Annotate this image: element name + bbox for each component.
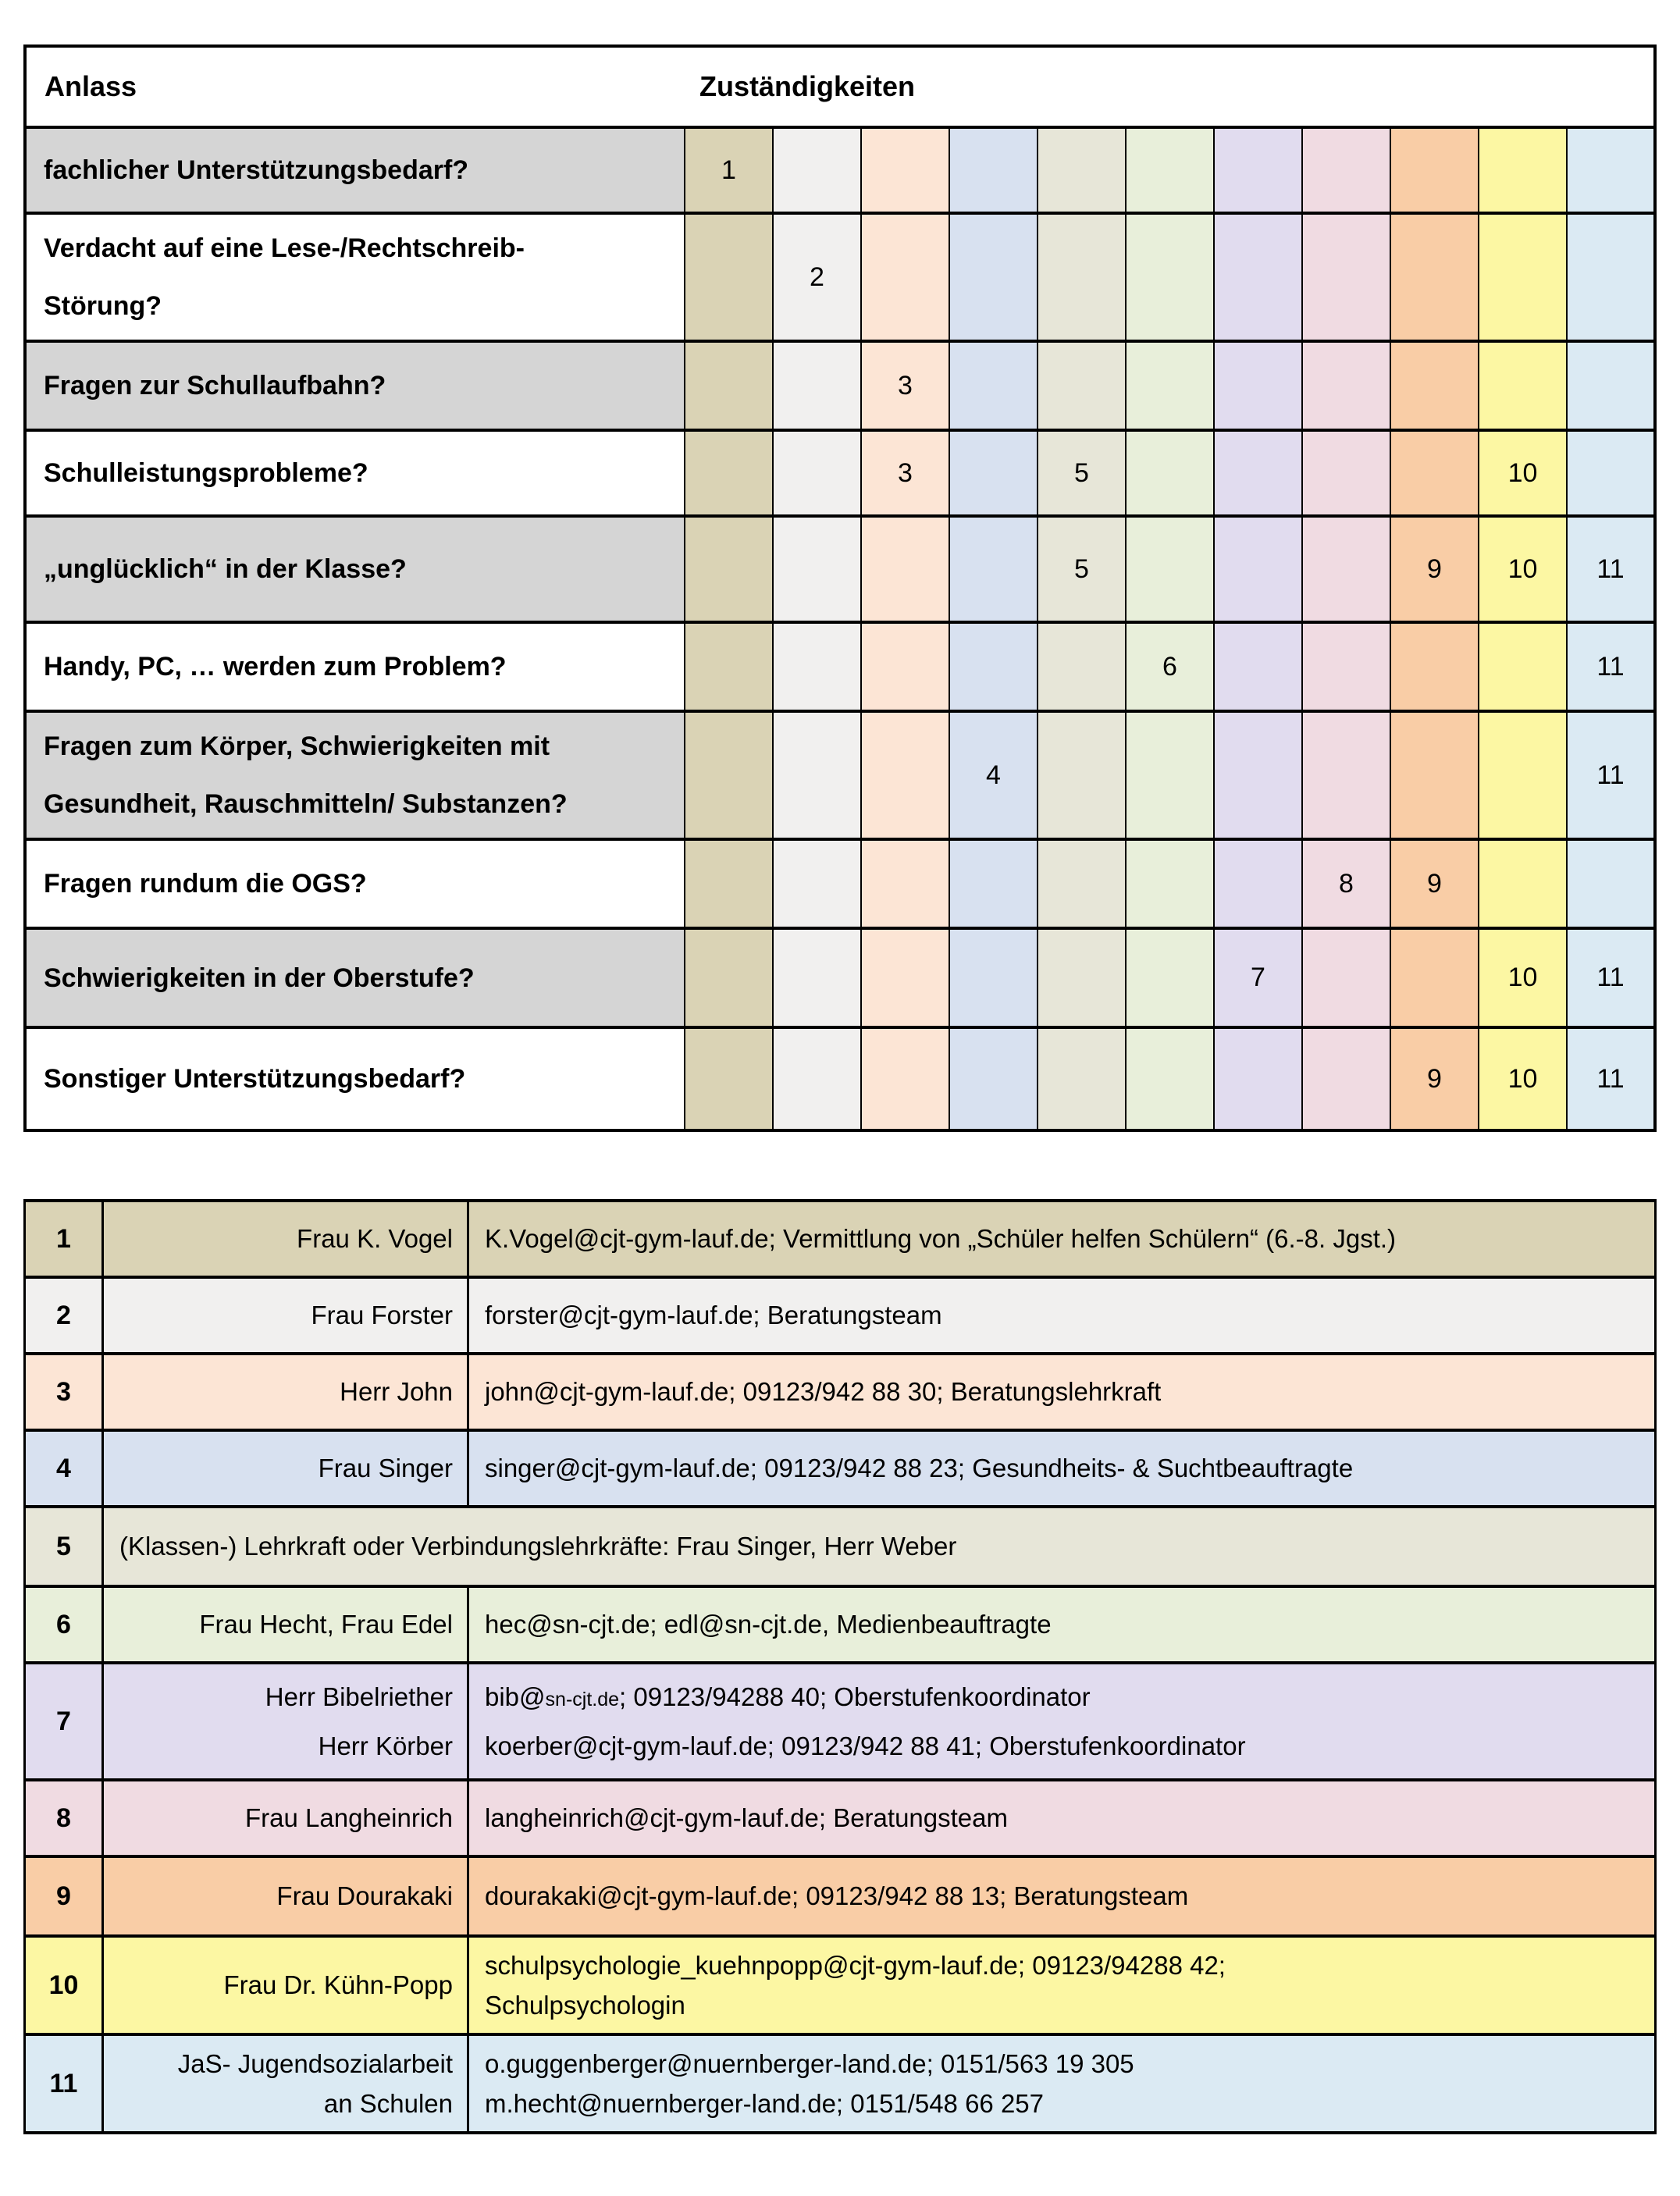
responsibility-cell [1126,928,1214,1027]
anlass-label-line: Verdacht auf eine Lese-/Rechtschreib- [44,233,525,263]
responsibility-cell [949,127,1038,213]
responsibility-cell [949,213,1038,341]
contact-row [25,1936,1656,2034]
responsibility-cell [1214,711,1302,839]
contact-text-line: hec@sn-cjt.de; edl@sn-cjt.de, Medienbeauftragte [485,1610,1052,1639]
zustaendigkeiten-header: Zuständigkeiten [699,70,916,102]
contact-row [25,2034,1656,2133]
responsibility-cell: 11 [1567,928,1655,1027]
contact-text-line: Frau Hecht, Frau Edel [199,1610,453,1639]
responsibility-cell [1214,1027,1302,1130]
anlass-label-line: Gesundheit, Rauschmitteln/ Substanzen? [44,789,568,819]
anlass-label-line: Handy, PC, … werden zum Problem? [44,652,507,682]
responsibility-cell [773,1027,861,1130]
contact-details [468,1277,1656,1354]
contact-details [468,2034,1656,2133]
responsibility-cell [1390,430,1479,516]
responsibility-cell [1390,341,1479,430]
contact-text-line: JaS- Jugendsozialarbeit [177,2048,453,2078]
responsibility-cell [1390,711,1479,839]
anlass-row-label [25,213,685,341]
responsibility-cell [1302,928,1390,1027]
contact-text-segment: bib@ [485,1682,546,1712]
anlass-label-line: fachlicher Unterstützungsbedarf? [44,155,469,185]
responsibility-cell [1126,839,1214,928]
contact-name [103,2034,468,2133]
contact-name [103,1354,468,1430]
contact-row [25,1201,1656,1277]
matrix-header-row [25,46,1655,127]
responsibility-cell [685,1027,773,1130]
contact-number: 1 [25,1201,103,1277]
anlass-row-label [25,711,685,839]
responsibility-cell [685,430,773,516]
responsibility-cell [1038,711,1126,839]
responsibility-cell [1302,622,1390,711]
responsibility-cell [861,839,949,928]
responsibility-cell: 11 [1567,711,1655,839]
responsibility-cell [949,839,1038,928]
responsibility-cell: 2 [773,213,861,341]
responsibility-cell [1479,213,1567,341]
contact-row [25,1507,1656,1586]
responsibility-cell [1567,127,1655,213]
responsibility-cell [1038,213,1126,341]
anlass-label-line: Störung? [44,291,162,321]
contact-name [103,1430,468,1507]
responsibility-cell [1390,127,1479,213]
responsibility-cell [1038,127,1126,213]
responsibility-cell [685,516,773,622]
contact-number: 2 [25,1277,103,1354]
responsibility-cell [1214,127,1302,213]
contact-text-line: Schulpsychologin [485,1991,685,2020]
responsibility-cell [685,622,773,711]
responsibility-cell [773,622,861,711]
responsibility-cell [949,622,1038,711]
responsibility-cell [1038,928,1126,1027]
responsibility-cell: 6 [1126,622,1214,711]
responsibility-cell [1126,516,1214,622]
responsibility-cell [1567,839,1655,928]
contact-text-line: john@cjt-gym-lauf.de; 09123/942 88 30; Beratungslehrkraft [485,1377,1162,1407]
responsibility-cell [1214,516,1302,622]
responsibility-cell: 10 [1479,430,1567,516]
contact-details [468,1936,1656,2034]
responsibility-cell [1567,213,1655,341]
responsibility-cell [1302,430,1390,516]
responsibility-cell [1479,711,1567,839]
responsibility-cell [1126,341,1214,430]
responsibility-cell [685,928,773,1027]
contact-number: 11 [25,2034,103,2133]
contact-row [25,1663,1656,1780]
responsibility-cell [1214,341,1302,430]
responsibility-cell [685,213,773,341]
responsibility-cell: 7 [1214,928,1302,1027]
responsibility-cell [1567,341,1655,430]
matrix-header-cell [25,46,1655,127]
matrix-row [25,1027,1655,1130]
responsibility-cell [861,711,949,839]
responsibility-cell [1126,1027,1214,1130]
responsibility-cell [1479,622,1567,711]
responsibility-cell [1214,430,1302,516]
document-page [0,44,1680,2196]
anlass-label-line: Schwierigkeiten in der Oberstufe? [44,963,475,993]
contact-details [468,1201,1656,1277]
anlass-label-line: „unglücklich“ in der Klasse? [44,554,407,584]
contact-text-line: Frau Dr. Kühn-Popp [223,1970,453,2000]
anlass-label-line: Fragen zum Körper, Schwierigkeiten mit [44,731,550,761]
responsibility-cell [1214,213,1302,341]
contact-text-line: Herr Bibelriether [265,1682,453,1712]
responsibility-cell: 8 [1302,839,1390,928]
contact-text-line: Frau Dourakaki [276,1881,453,1911]
responsibility-cell [1126,127,1214,213]
responsibility-cell [1479,127,1567,213]
responsibility-cell [1126,430,1214,516]
responsibility-cell [685,839,773,928]
responsibility-cell [685,341,773,430]
anlass-label-line: Fragen rundum die OGS? [44,869,367,899]
contact-number: 4 [25,1430,103,1507]
contact-text-line: an Schulen [323,2089,453,2118]
responsibility-cell [949,341,1038,430]
anlass-header: Anlass [44,70,137,102]
matrix-row [25,341,1655,430]
anlass-row-label [25,341,685,430]
anlass-row-label [25,516,685,622]
responsibility-cell [1038,341,1126,430]
contact-details [468,1586,1656,1663]
anlass-row-label [25,928,685,1027]
anlass-row-label [25,1027,685,1130]
responsibility-cell: 11 [1567,622,1655,711]
contact-text-line [485,1677,1643,1717]
responsibility-cell [949,1027,1038,1130]
contact-details [468,1856,1656,1936]
responsibility-cell [1126,213,1214,341]
responsibility-cell [861,127,949,213]
responsibility-cell [1214,622,1302,711]
contact-row [25,1856,1656,1936]
contact-name [103,1586,468,1663]
responsibility-cell: 11 [1567,1027,1655,1130]
contact-name [103,1663,468,1780]
responsibility-cell [949,928,1038,1027]
responsibility-cell [861,928,949,1027]
anlass-label-line: Fragen zur Schullaufbahn? [44,371,386,400]
anlass-row-label [25,430,685,516]
contact-name [103,1201,468,1277]
responsibility-cell: 1 [685,127,773,213]
responsibility-cell: 3 [861,341,949,430]
responsibility-cell [1479,341,1567,430]
anlass-row-label [25,127,685,213]
contact-row [25,1277,1656,1354]
responsibility-cell [1038,1027,1126,1130]
responsibility-cell [949,430,1038,516]
responsibility-cell [1567,430,1655,516]
responsibility-cell [1302,1027,1390,1130]
responsibility-matrix-table [23,44,1657,1132]
responsibility-cell [861,1027,949,1130]
responsibility-cell: 10 [1479,516,1567,622]
matrix-row [25,839,1655,928]
anlass-label-line: Sonstiger Unterstützungsbedarf? [44,1064,466,1094]
contact-details [468,1354,1656,1430]
responsibility-cell: 5 [1038,430,1126,516]
contact-text-line: dourakaki@cjt-gym-lauf.de; 09123/942 88 13; Beratungsteam [485,1881,1189,1911]
contact-text-line: Frau Forster [311,1301,453,1330]
responsibility-cell [861,622,949,711]
contact-details [468,1430,1656,1507]
anlass-label-line: Schulleistungsprobleme? [44,458,368,488]
matrix-row [25,928,1655,1027]
responsibility-cell: 3 [861,430,949,516]
contact-text-line: K.Vogel@cjt-gym-lauf.de; Vermittlung von „Schüler helfen Schülern“ (6.-8. Jgst.) [485,1224,1397,1254]
responsibility-cell [1038,622,1126,711]
contact-name [103,1936,468,2034]
contact-number: 7 [25,1663,103,1780]
matrix-row [25,430,1655,516]
contact-text-line: Frau Langheinrich [245,1803,453,1833]
responsibility-cell [861,516,949,622]
responsibility-cell [773,928,861,1027]
responsibility-cell: 5 [1038,516,1126,622]
matrix-row [25,622,1655,711]
responsibility-cell [773,341,861,430]
contact-row [25,1586,1656,1663]
contact-number: 10 [25,1936,103,2034]
matrix-row [25,516,1655,622]
responsibility-cell: 9 [1390,1027,1479,1130]
responsibility-cell [773,430,861,516]
contact-number: 5 [25,1507,103,1586]
contact-row [25,1430,1656,1507]
responsibility-cell [1390,213,1479,341]
responsibility-cell: 9 [1390,839,1479,928]
responsibility-cell: 11 [1567,516,1655,622]
contact-name [103,1856,468,1936]
responsibility-cell: 9 [1390,516,1479,622]
contact-row [25,1354,1656,1430]
responsibility-cell [1214,839,1302,928]
responsibility-cell [773,127,861,213]
contact-details [468,1663,1656,1780]
contact-text-line: Frau K. Vogel [297,1224,453,1254]
anlass-row-label [25,622,685,711]
contact-row [25,1780,1656,1856]
contact-name [103,1277,468,1354]
matrix-row [25,711,1655,839]
contact-text-line: singer@cjt-gym-lauf.de; 09123/942 88 23; Gesundheits- & Suchtbeauftragte [485,1454,1354,1483]
anlass-row-label [25,839,685,928]
contact-number: 6 [25,1586,103,1663]
responsibility-cell [773,516,861,622]
contact-text-line: Frau Singer [318,1454,453,1483]
matrix-row [25,213,1655,341]
contact-text-line: forster@cjt-gym-lauf.de; Beratungsteam [485,1301,942,1330]
contact-text-line: schulpsychologie_kuehnpopp@cjt-gym-lauf.de; 09123/94288 42; [485,1950,1226,1980]
contact-text-segment: ; 09123/94288 40; Oberstufenkoordinator [619,1682,1091,1712]
contact-text-line: langheinrich@cjt-gym-lauf.de; Beratungsteam [485,1803,1008,1833]
contact-number: 8 [25,1780,103,1856]
responsibility-cell: 4 [949,711,1038,839]
responsibility-cell [1126,711,1214,839]
responsibility-cell [1390,928,1479,1027]
responsibility-cell [1302,341,1390,430]
contact-name [103,1780,468,1856]
contact-text-line: m.hecht@nuernberger-land.de; 0151/548 66 257 [485,2089,1045,2118]
matrix-row [25,127,1655,213]
contact-text-line: Herr Körber [318,1731,453,1760]
contact-details [468,1780,1656,1856]
responsibility-cell [861,213,949,341]
contact-text-line: Herr John [340,1377,453,1407]
responsibility-cell [1302,213,1390,341]
responsibility-cell [773,839,861,928]
responsibility-cell: 10 [1479,1027,1567,1130]
contact-text-line: o.guggenberger@nuernberger-land.de; 0151/563 19 305 [485,2048,1134,2078]
responsibility-cell [1479,839,1567,928]
responsibility-cell [1390,622,1479,711]
responsibility-cell [1302,516,1390,622]
contact-number: 9 [25,1856,103,1936]
contact-number: 3 [25,1354,103,1430]
responsibility-cell [1302,711,1390,839]
responsibility-cell [1038,839,1126,928]
responsibility-cell [773,711,861,839]
responsibility-cell: 10 [1479,928,1567,1027]
contacts-table [23,1199,1657,2134]
responsibility-cell [685,711,773,839]
responsibility-cell [949,516,1038,622]
contact-text-segment-small: sn-cjt.de [545,1689,620,1711]
responsibility-cell [1302,127,1390,213]
contact-text-line: koerber@cjt-gym-lauf.de; 09123/942 88 41; Oberstufenkoordinator [485,1731,1246,1760]
contact-merged-text: (Klassen-) Lehrkraft oder Verbindungslehrkräfte: Frau Singer, Herr Weber [103,1507,1656,1586]
